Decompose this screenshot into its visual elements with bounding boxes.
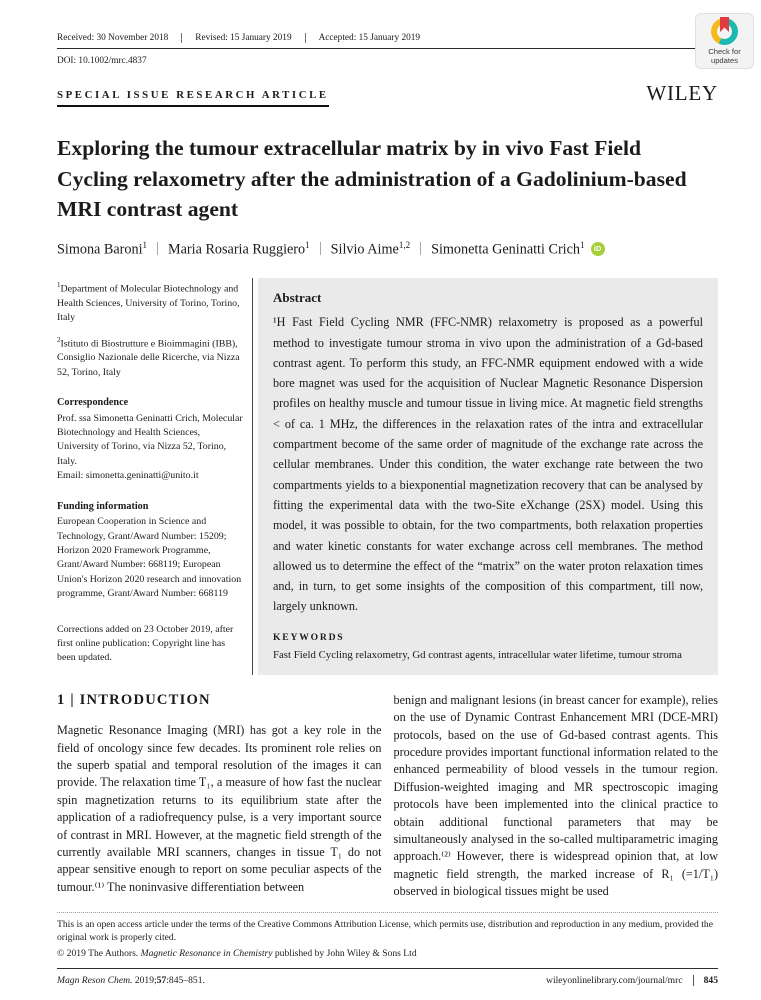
author-separator — [157, 242, 158, 255]
affiliation: $^1$Department of Molecular Biotechnology and Health Sciences, University of Torino, Torino, Italy — [57, 281, 240, 324]
article-type-row — [57, 81, 718, 107]
keywords-list: Fast Field Cycling relaxometry, Gd contrast agents, intracellular water lifetime, tumour stroma — [273, 648, 682, 661]
affiliation: $^2$Istituto di Biostrutture e Bioimmagini (IBB), Consiglio Nazionale delle Ricerche, via Nizza 52, Torino, Italy — [57, 335, 240, 378]
author: Maria Rosaria Ruggiero$^1$ — [168, 239, 310, 258]
article-type-label: SPECIAL ISSUE RESEARCH ARTICLE — [57, 89, 329, 107]
correspondence-heading: Correspondence — [57, 397, 129, 409]
page-footer — [57, 912, 718, 987]
correspondence-body: Prof. ssa Simonetta Geninatti Crich, Molecular Biotechnology and Health Sciences, University of Torino, via Nizza 52, Torino, Italy. — [57, 412, 243, 467]
open-access-statement: This is an open access article under the terms of the Creative Commons Attribution License, which permits use, distribution and reproduction in any medium, provided the original work is properly cited. — [57, 912, 718, 945]
citation: Magn Reson Chem. 2019;57:845–851. — [57, 975, 205, 986]
received-date: Received: 30 November 2018 — [57, 33, 169, 43]
revised-date: Revised: 15 January 2019 — [181, 33, 304, 43]
abstract-body: ¹H Fast Field Cycling NMR (FFC-NMR) relaxometry is proposed as a powerful method to investigate tumour stroma in vivo upon the administration of a Gd-based contrast agent. To perform this study, an FFC-NMR equipment endowed with a wide bore magnet was used for the acquisition of Nuclear Magnetic Resonance Dispersion profiles on healthy muscle and tumour tissue in living mice. At magnetic field strengths < of ca. 1 MHz, the differences in the relaxation rates of the intra and extracellular compartment become of the same order of magnitude of the exchange rate across the cellular membranes. Under this condition, the water exchange rate between the two compartments yields to a biexponential magnetization recovery that can be analysed by fitting the experimental data with the two-Site eXchange (2SX) model. Using this model, it was possible to obtain, for the two compartments, both relaxation properties and water kinetic constants for water exchange across cell membranes. The method allowed us to determine the effect of the “matrix” on the water proton relaxation times and, in turn, to get some insights of the composition of this compartment, till now, largely unknown. — [273, 315, 703, 614]
crossmark-label: Check for updates — [708, 47, 741, 65]
intro-column-right — [394, 692, 719, 901]
page-number: 845 — [693, 975, 718, 986]
article-title: Exploring the tumour extracellular matrix by in vivo Fast Field Cycling relaxometry after the administration of a Gadolinium-based MRI contrast agent — [57, 136, 687, 221]
keywords-heading: KEYWORDS — [273, 631, 345, 643]
email-link[interactable]: simonetta.geninatti@unito.it — [85, 470, 199, 482]
intro-column-left — [57, 692, 382, 901]
copyright-line: © 2019 The Authors. Magnetic Resonance in Chemistry published by John Wiley & Sons Ltd — [57, 947, 417, 959]
author: Simonetta Geninatti Crich$^1$ — [431, 239, 585, 258]
crossmark-check-updates-button[interactable] — [695, 13, 754, 69]
author-separator — [320, 242, 321, 255]
abstract-box — [258, 278, 718, 674]
journal-name: Magnetic Resonance in Chemistry — [140, 947, 273, 959]
intro-text-left: Magnetic Resonance Imaging (MRI) has got a key role in the field of oncology since few decades. Its prominent role relies on the superb spatial and temporal resolution of the images it can provide. The relaxation time T₁, a measure of how fast the nuclear spin magnetization returns to its equilibrium state after the application of a radiofrequency pulse, is a very important source of contrast in MRI. However, at the magnetic field strength of the currently available MRI scanners, changes in tissue T₁ do not appear sensitive enough to report on some peculiar aspects of the tumour.⁽¹⁾ The noninvasive differentiation between — [57, 723, 382, 894]
intro-text-right: benign and malignant lesions (in breast cancer for example), relies on the use of Dynamic Contrast Enhancement MRI (DCE-MRI) protocols, based on the use of Gd-based contrast agents. This procedure provides important functional information related to the enhanced permeability of blood vessels in the tumour region. Diffusion-weighted imaging and MR spectroscopic imaging protocols have been implemented into the clinical practice to obtain additional functional parameters that may be simultaneously analysed in the so-called multiparametric imaging approach.⁽²⁾ However, there is widespread opinion that, at low magnetic field strength, the marked increase of R₁ (=1/T₁) observed in biological tissues might be used — [393, 692, 718, 899]
introduction-section — [57, 692, 718, 901]
author-separator — [420, 242, 421, 255]
crossmark-bookmark-icon — [720, 17, 729, 32]
introduction-heading: 1 | INTRODUCTION — [57, 691, 211, 708]
crossmark-circle-icon — [711, 18, 738, 45]
funding-body: European Cooperation in Science and Technology, Grant/Award Number: 15209; Horizon 2020 Framework Programme, Grant/Award Number: 668119; European Union's Horizon 2020 research and innovation programme, Grant/Award Number: 668119 — [57, 516, 242, 600]
author: Simona Baroni$^1$ — [57, 239, 148, 258]
abstract-heading: Abstract — [273, 290, 322, 306]
correspondence-email-line — [57, 469, 243, 483]
orcid-icon[interactable]: iD — [591, 242, 605, 256]
article-history-bar — [57, 33, 718, 49]
journal-site-link[interactable]: wileyonlinelibrary.com/journal/mrc — [546, 975, 683, 986]
article-info-sidebar — [57, 278, 253, 674]
email-label: Email: — [57, 470, 86, 482]
author-list — [57, 240, 718, 259]
footer-citation-row — [57, 968, 718, 986]
corrections-note: Corrections added on 23 October 2019, after first online publication: Copyright line has been updated. — [57, 623, 234, 664]
wiley-logo: WILEY — [646, 81, 718, 105]
front-matter-grid — [57, 278, 718, 674]
doi: DOI: 10.1002/mrc.4837 — [57, 56, 147, 66]
funding-heading: Funding information — [57, 500, 149, 512]
author: Silvio Aime$^{1,2}$ — [330, 239, 411, 258]
accepted-date: Accepted: 15 January 2019 — [305, 33, 433, 43]
